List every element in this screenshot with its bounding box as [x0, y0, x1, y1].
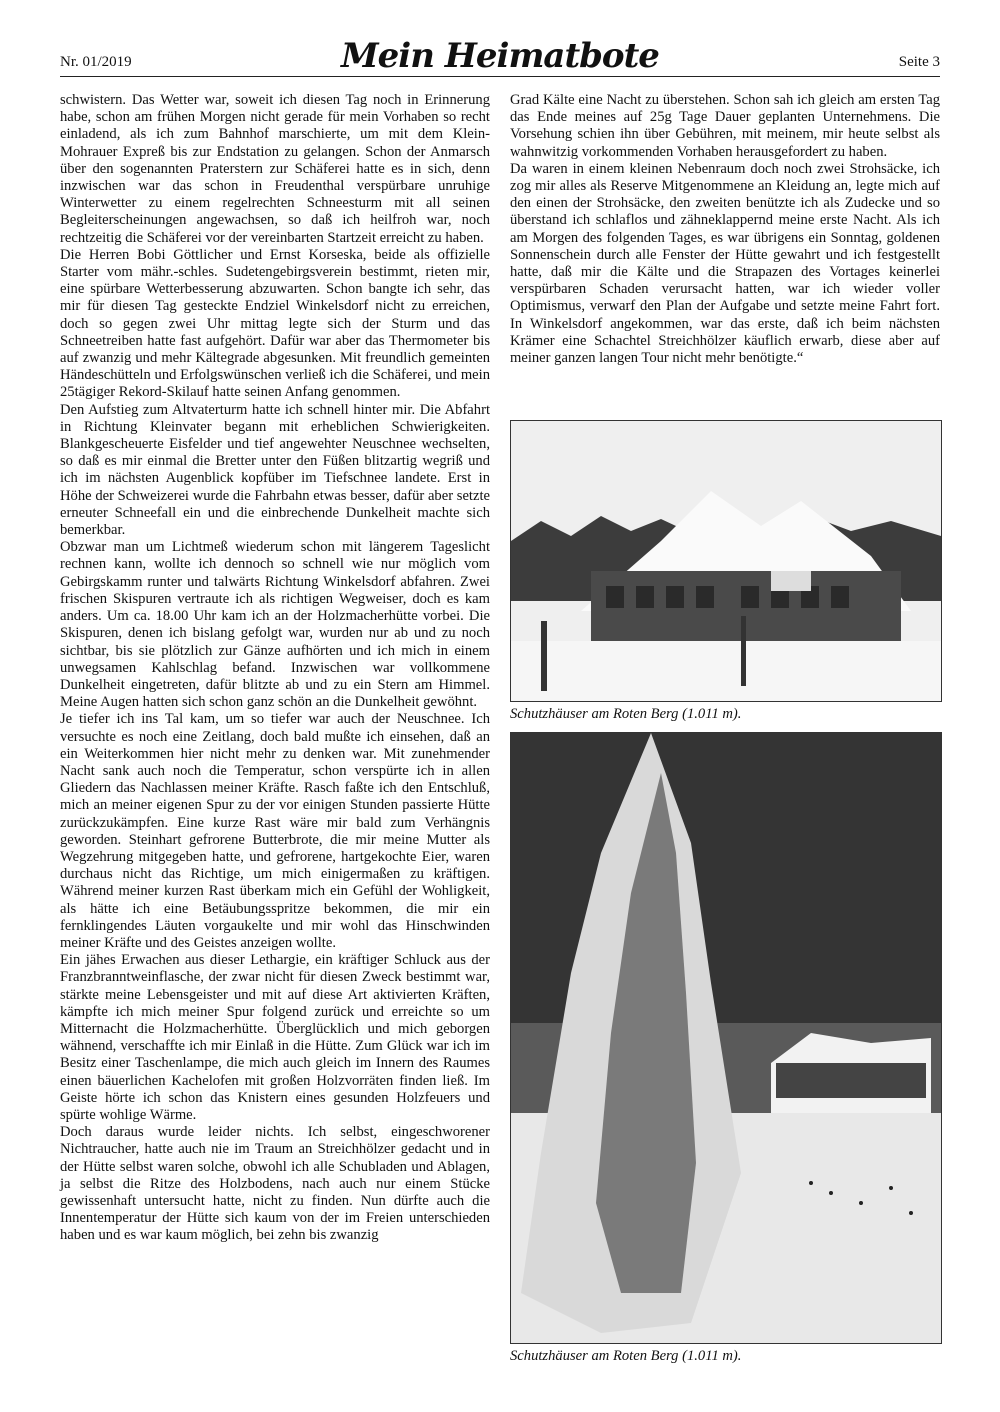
paragraph: Ein jähes Erwachen aus dieser Lethargie, ein kräftiger Schluck aus der Franzbranntweinflasche, der zwar nicht für diesen Zweck bestimmt war, stärkte meine Lebensgeister und mit auf diese Art aktivierten Kräften, kämpfte ich mich meiner Spur folgend zurück und erreichte so um Mitternacht die Holzmacherhütte. Überglücklich und mich geborgen wähnend, verschaffte ich mir Einlaß in die Hütte. Zum Glück war ich im Besitz einer Taschenlampe, die mich auch gleich im Innern des Raumes einen bäuerlichen Kachelofen mit großen Holzvorräten finden ließ. Im Geiste hörte ich schon das Knistern eines gesunden Holzfeuers und spürte wohlige Wärme.: [60, 952, 490, 1123]
spruce-illustration: [511, 733, 941, 1343]
paragraph: Den Aufstieg zum Altvaterturm hatte ich schnell hinter mir. Die Abfahrt in Richtung Kleinvater begann mit erheblichen Schwierigkeiten. Blankgescheuerte Eisfelder und tief angewehter Neuschnee wechselten, so daß es mir einmal die Bretter unter den Füßen blitzartig wegriß und ich im nächsten Augenblick kopfüber im Tiefschnee landete. Erst in Höhe der Schweizerei wurde die Fahrbahn etwas besser, dafür aber setzte erneuter Schneefall ein und die einbrechende Dunkelheit machte sich bemerkbar.: [60, 401, 490, 539]
photo-caption: Schutzhäuser am Roten Berg (1.011 m).: [510, 1348, 742, 1364]
paragraph: Grad Kälte eine Nacht zu überstehen. Schon sah ich gleich am ersten Tag das Ende meines auf 25g Tage Dauer geplanten Unternehmens. Die Vorsehung schien ihn über Gebühren, mit meinem, mir heute selbst als wahnwitzig vorkommenden Vorhaben herausgefordert zu haben.: [510, 92, 940, 160]
masthead-logo: Mein Heimatbote: [341, 36, 659, 76]
photo-caption: Schutzhäuser am Roten Berg (1.011 m).: [510, 706, 742, 722]
paragraph: Da waren in einem kleinen Nebenraum doch noch zwei Strohsäcke, ich zog mir alles als Reserve Mitgenommene an Kleidung an, legte mich auf den einen der Strohsäcke, den zweiten benützte ich als Zudecke und so überstand ich schlaflos und zähneklappernd meine erste Nacht. Als ich am Morgen des folgenden Tages, es war übrigens ein Sonntag, goldenen Sonnenschein durch alle Fenster der Hütte gewahrt und ich festgestellt hatte, daß mir die Kälte und die Strapazen des Vortages keinerlei verspürbaren Schaden verursacht hatten, war ich wieder voller Optimismus, verwarf den Plan der Aufgabe und setzte meine Fahrt fort. In Winkelsdorf angekommen, war das erste, daß ich beim nächsten Krämer eine Schachtel Streichhölzer käuflich erwarb, diese aber auf meiner ganzen langen Tour nicht mehr benötigte.“: [510, 160, 940, 367]
left-column: [60, 92, 490, 1245]
photo-snowy-spruce: [510, 732, 942, 1344]
paragraph: Je tiefer ich ins Tal kam, um so tiefer war auch der Neuschnee. Ich versuchte es noch eine Zeitlang, doch bald mußte ich einsehen, daß an ein Weiterkommen hier nicht mehr zu denken war. Mit zunehmender Nacht sank auch noch die Temperatur, schon verspürte ich in allen Gliedern das Nachlassen meiner Kräfte. Rasch faßte ich den Entschluß, mich an meiner eigenen Spur zu der vor einigen Stunden passierte Hütte zurückzukämpfen. Eine kurze Rast wäre mir bald zum Verhängnis geworden. Steinhart gefrorene Butterbrote, die mir meine Mutter als Wegzehrung mitgegeben hatte, und gefrorene, hartgekochte Eier, waren durchaus nicht das Richtige, um mich einigermaßen zu kräftigen. Während meiner kurzen Rast überkam mich ein Gefühl der Wohligkeit, als hätte ich eine Betäubungsspritze bekommen, die mir ein fernklingendes Läuten vorgaukelte und mir wohl das Hinschwinden meiner Kräfte und des Geistes anzeigen wollte.: [60, 711, 490, 951]
page-header: [60, 36, 940, 86]
lodge-illustration: [511, 421, 941, 701]
header-rule: [60, 76, 940, 77]
page-number: Seite 3: [898, 54, 940, 70]
paragraph: Obzwar man um Lichtmeß wiederum schon mit längerem Tageslicht rechnen kann, wollte ich dennoch so schnell wie nur möglich vom Gebirgskamm runter und talwärts Richtung Winkelsdorf abfahren. Zwei frischen Skispuren vertraute ich als richtigen Wegweiser, doch es kam anders. Um ca. 18.00 Uhr kam ich an der Holzmacherhütte vorbei. Die Skispuren, denen ich bislang gefolgt war, wurden nur ab und zu noch sichtbar, bis sie plötzlich zur Gänze aufhörten und ich mich in einem unwegsamen Kahlschlag befand. Inzwischen war vollkommene Dunkelheit eingetreten, dafür blitzte ab und zu ein Stern am Himmel. Meine Augen hatten sich schon ganz schön an die Dunkelheit gewöhnt.: [60, 539, 490, 711]
paragraph: schwistern. Das Wetter war, soweit ich diesen Tag noch in Erinnerung habe, schon am frühen Morgen nicht gerade für mein Vorhaben so recht einladend, als ich zum Bahnhof marschierte, um mit dem Klein-Mohrauer Expreß bis zur Endstation zu gelangen. Schon der Anmarsch über den sogenannten Praterstern zur Schäferei hatte es in sich, denn inzwischen war das schon in Freudenthal verspürbare unruhige Winterwetter zu einem regelrechten Schneesturm mit all seinen Begleiterscheinungen angewachsen, so daß ich heilfroh war, noch rechtzeitig die Schäferei vor der vereinbarten Startzeit erreicht zu haben.: [60, 92, 490, 246]
right-column: [510, 92, 940, 367]
issue-number: Nr. 01/2019: [60, 54, 132, 70]
paragraph: Doch daraus wurde leider nichts. Ich selbst, eingeschworener Nichtraucher, hatte auch nie im Traum an Streichhölzer gedacht und in der Hütte selbst waren solche, obwohl ich alle Schubladen und Ablagen, ja selbst die Ritze des Holzbodens, nach auch nur einem Stücke gewissenhaft untersucht hatte, nicht zu finden. Nun dürfte auch die Innentemperatur der Hütte sich kaum von der im Freien unterschieden haben und es war kaum möglich, bei zehn bis zwanzig: [60, 1124, 490, 1244]
paragraph: Die Herren Bobi Göttlicher und Ernst Korseska, beide als offizielle Starter vom mähr.-schles. Sudetengebirgsverein bestimmt, rieten mir, eine spürbare Wetterbesserung abzuwarten. Schon bangte ich sehr, das mir für diesen Tag gesteckte Endziel Winkelsdorf nicht zu erreichen, doch so gegen zwei Uhr mittag legte sich der Sturm und das Schneetreiben hatte fast aufgehört. Dafür war aber das Thermometer bis auf zwanzig und mehr Kältegrade abgesunken. Mit freundlich gemeinten Händeschütteln und Erfolgswünschen verließ ich die Schäferei, und mein 25tägiger Rekord-Skilauf hatte seinen Anfang genommen.: [60, 246, 490, 401]
photo-lodge-building: [510, 420, 942, 702]
